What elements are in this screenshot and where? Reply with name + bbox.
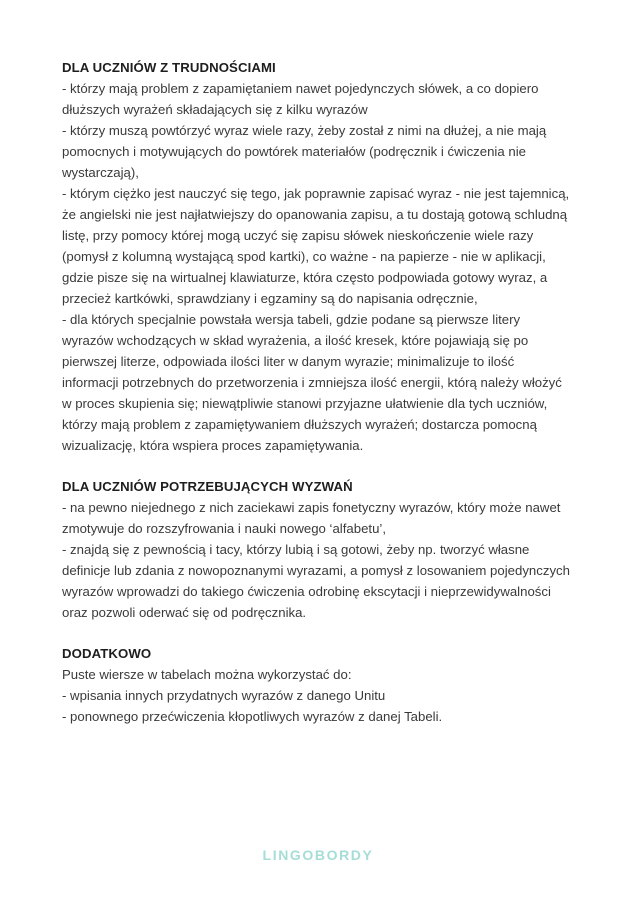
section-paragraph: - którym ciężko jest nauczyć się tego, jak poprawnie zapisać wyraz - nie jest tajemnicą, że angielski nie jest najłatwiejszy do opanowania zapisu, a tu dostają gotową schludną listę, przy pomocy której mogą uczyć się zapisu słówek nieskończenie wiele razy (pomysł z kolumną wystającą spod kartki), co ważne - na papierze - nie w aplikacji, gdzie pisze się na wirtualnej klawiaturze, która często podpowiada gotowy wyraz, a przecież kartkówki, sprawdziany i egzaminy są do napisania odręcznie, bbox=[62, 186, 570, 306]
section-paragraph: Puste wiersze w tabelach można wykorzystać do: bbox=[62, 667, 352, 682]
section-dodatkowo bbox=[62, 643, 574, 727]
section-trudnosciami bbox=[62, 57, 574, 456]
section-paragraph: - na pewno niejednego z nich zaciekawi zapis fonetyczny wyrazów, który może nawet zmotywuje do rozszyfrowania i nauki nowego ‘alfabetu’, bbox=[62, 500, 561, 536]
section-paragraph: - ponownego przećwiczenia kłopotliwych wyrazów z danej Tabeli. bbox=[62, 709, 443, 724]
section-heading: DODATKOWO bbox=[62, 646, 152, 661]
section-paragraph: - dla których specjalnie powstała wersja tabeli, gdzie podane są pierwsze litery wyrazów wchodzących w skład wyrażenia, a ilość kresek, które pojawiają się po pierwszej literze, odpowiada ilości liter w danym wyrazie; minimalizuje to ilość informacji potrzebnych do przetworzenia i zmniejsza ilość energii, którą należy włożyć w proces skupienia się; niewątpliwie stanowi przyjazne ułatwienie dla tych uczniów, którzy mają problem z zapamiętywaniem dłuższych wyrażeń; dostarcza pomocną wizualizację, która wspiera proces zapamiętywania. bbox=[62, 312, 562, 453]
document-body bbox=[62, 57, 574, 727]
section-paragraph: - znajdą się z pewnością i tacy, którzy lubią i są gotowi, żeby np. tworzyć własne definicje lub zdania z nowopoznanymi wyrazami, a pomysł z losowaniem pojedynczych wyrazów wprowadzi do takiego ćwiczenia odrobinę ekscytacji i nieprzewidywalności oraz pozwoli oderwać się od podręcznika. bbox=[62, 542, 570, 620]
section-wyzwan bbox=[62, 476, 574, 623]
section-heading: DLA UCZNIÓW POTRZEBUJĄCYCH WYZWAŃ bbox=[62, 479, 353, 494]
section-paragraph: - którzy mają problem z zapamiętaniem nawet pojedynczych słówek, a co dopiero dłuższych wyrażeń składających się z kilku wyrazów bbox=[62, 81, 539, 117]
footer-watermark: LINGOBORDY bbox=[262, 847, 374, 863]
section-paragraph: - wpisania innych przydatnych wyrazów z danego Unitu bbox=[62, 688, 386, 703]
section-paragraph: - którzy muszą powtórzyć wyraz wiele razy, żeby został z nimi na dłużej, a nie mają pomocnych i motywujących do powtórek materiałów (podręcznik i ćwiczenia nie wystarczają), bbox=[62, 123, 547, 180]
section-heading: DLA UCZNIÓW Z TRUDNOŚCIAMI bbox=[62, 60, 276, 75]
